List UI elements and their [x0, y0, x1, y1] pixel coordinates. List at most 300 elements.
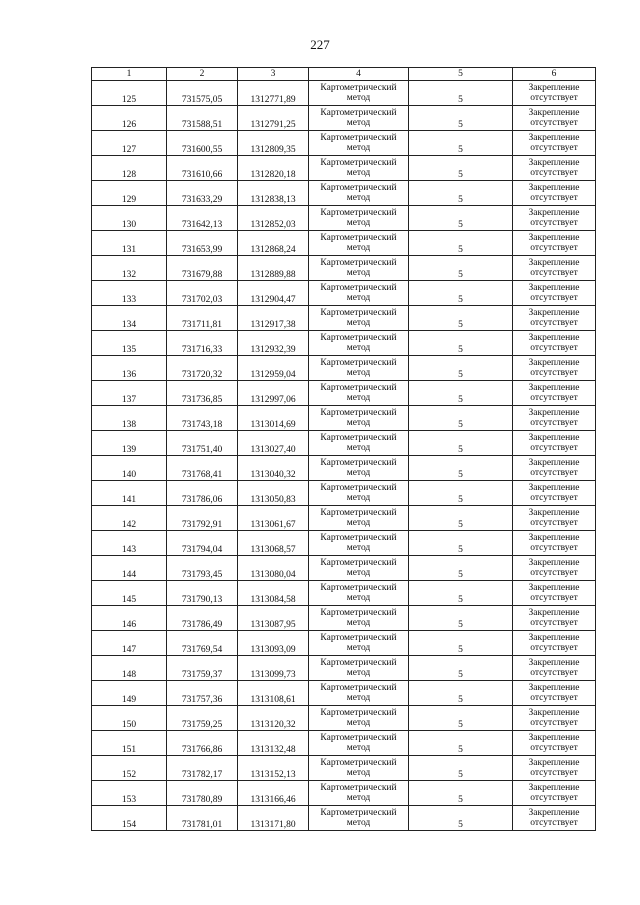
point-number: 139 — [92, 431, 167, 456]
table-row — [92, 356, 596, 381]
table-row — [92, 531, 596, 556]
fixation-line-2: отсутствует — [530, 243, 578, 253]
table-header-row — [92, 68, 596, 81]
method-line-1: Картометрический — [320, 558, 397, 568]
fixation-cell — [513, 331, 596, 356]
point-number: 135 — [92, 331, 167, 356]
fixation-line-1: Закрепление — [528, 133, 580, 143]
fixation-line-1: Закрепление — [528, 808, 580, 818]
table-row — [92, 606, 596, 631]
coordinate-y: 1312791,25 — [238, 106, 309, 131]
method-line-2: метод — [346, 493, 371, 503]
method-line-2: метод — [346, 768, 371, 778]
method-cell — [309, 156, 409, 181]
table-row — [92, 481, 596, 506]
coordinate-x: 731679,88 — [167, 256, 238, 281]
fixation-line-2: отсутствует — [530, 368, 578, 378]
accuracy-value: 5 — [409, 406, 513, 431]
fixation-cell — [513, 181, 596, 206]
table-row — [92, 81, 596, 106]
method-cell — [309, 431, 409, 456]
method-line-1: Картометрический — [320, 758, 397, 768]
method-line-1: Картометрический — [320, 733, 397, 743]
table-row — [92, 631, 596, 656]
method-line-1: Картометрический — [320, 258, 397, 268]
method-cell — [309, 631, 409, 656]
fixation-line-1: Закрепление — [528, 508, 580, 518]
accuracy-value: 5 — [409, 481, 513, 506]
fixation-line-2: отсутствует — [530, 593, 578, 603]
fixation-line-1: Закрепление — [528, 558, 580, 568]
point-number: 128 — [92, 156, 167, 181]
fixation-line-2: отсутствует — [530, 543, 578, 553]
point-number: 152 — [92, 756, 167, 781]
coordinate-x: 731743,18 — [167, 406, 238, 431]
column-header: 3 — [238, 68, 309, 81]
point-number: 129 — [92, 181, 167, 206]
fixation-cell — [513, 156, 596, 181]
fixation-line-2: отсутствует — [530, 318, 578, 328]
fixation-line-2: отсутствует — [530, 468, 578, 478]
coordinate-y: 1313027,40 — [238, 431, 309, 456]
accuracy-value: 5 — [409, 556, 513, 581]
point-number: 133 — [92, 281, 167, 306]
table-row — [92, 131, 596, 156]
fixation-line-1: Закрепление — [528, 433, 580, 443]
method-cell — [309, 181, 409, 206]
fixation-cell — [513, 381, 596, 406]
coordinate-y: 1312997,06 — [238, 381, 309, 406]
method-line-2: метод — [346, 168, 371, 178]
method-cell — [309, 256, 409, 281]
method-line-1: Картометрический — [320, 458, 397, 468]
method-line-1: Картометрический — [320, 633, 397, 643]
method-line-2: метод — [346, 243, 371, 253]
method-line-1: Картометрический — [320, 233, 397, 243]
method-cell — [309, 656, 409, 681]
coordinate-y: 1313068,57 — [238, 531, 309, 556]
method-line-2: метод — [346, 718, 371, 728]
fixation-line-2: отсутствует — [530, 293, 578, 303]
fixation-line-1: Закрепление — [528, 233, 580, 243]
accuracy-value: 5 — [409, 206, 513, 231]
table-row — [92, 381, 596, 406]
fixation-line-1: Закрепление — [528, 483, 580, 493]
coordinate-x: 731716,33 — [167, 331, 238, 356]
method-line-1: Картометрический — [320, 508, 397, 518]
point-number: 131 — [92, 231, 167, 256]
fixation-line-1: Закрепление — [528, 158, 580, 168]
fixation-cell — [513, 806, 596, 831]
coordinate-y: 1313099,73 — [238, 656, 309, 681]
accuracy-value: 5 — [409, 181, 513, 206]
table-row — [92, 406, 596, 431]
fixation-line-2: отсутствует — [530, 343, 578, 353]
fixation-line-1: Закрепление — [528, 683, 580, 693]
fixation-cell — [513, 256, 596, 281]
method-line-2: метод — [346, 593, 371, 603]
fixation-line-2: отсутствует — [530, 568, 578, 578]
column-header: 2 — [167, 68, 238, 81]
table-row — [92, 206, 596, 231]
method-cell — [309, 756, 409, 781]
fixation-line-2: отсутствует — [530, 268, 578, 278]
coordinate-y: 1313120,32 — [238, 706, 309, 731]
accuracy-value: 5 — [409, 131, 513, 156]
fixation-line-1: Закрепление — [528, 108, 580, 118]
table-row — [92, 156, 596, 181]
point-number: 125 — [92, 81, 167, 106]
method-line-2: метод — [346, 343, 371, 353]
accuracy-value: 5 — [409, 331, 513, 356]
method-line-2: метод — [346, 143, 371, 153]
fixation-cell — [513, 106, 596, 131]
method-line-1: Картометрический — [320, 158, 397, 168]
method-cell — [309, 106, 409, 131]
coordinate-y: 1312771,89 — [238, 81, 309, 106]
table-row — [92, 681, 596, 706]
coordinate-x: 731766,86 — [167, 731, 238, 756]
method-line-1: Картометрический — [320, 208, 397, 218]
fixation-line-1: Закрепление — [528, 633, 580, 643]
method-line-1: Картометрический — [320, 533, 397, 543]
fixation-line-2: отсутствует — [530, 818, 578, 828]
method-line-1: Картометрический — [320, 483, 397, 493]
coordinate-x: 731757,36 — [167, 681, 238, 706]
table-row — [92, 506, 596, 531]
accuracy-value: 5 — [409, 106, 513, 131]
point-number: 147 — [92, 631, 167, 656]
method-line-2: метод — [346, 518, 371, 528]
accuracy-value: 5 — [409, 256, 513, 281]
coordinate-x: 731720,32 — [167, 356, 238, 381]
fixation-line-1: Закрепление — [528, 208, 580, 218]
method-cell — [309, 331, 409, 356]
coordinate-x: 731780,89 — [167, 781, 238, 806]
fixation-cell — [513, 531, 596, 556]
fixation-line-1: Закрепление — [528, 383, 580, 393]
fixation-cell — [513, 231, 596, 256]
coordinate-y: 1312868,24 — [238, 231, 309, 256]
method-line-2: метод — [346, 393, 371, 403]
method-line-1: Картометрический — [320, 308, 397, 318]
fixation-line-1: Закрепление — [528, 258, 580, 268]
point-number: 126 — [92, 106, 167, 131]
method-cell — [309, 731, 409, 756]
table-body — [92, 81, 596, 831]
table-row — [92, 456, 596, 481]
coordinate-x: 731768,41 — [167, 456, 238, 481]
point-number: 145 — [92, 581, 167, 606]
fixation-line-1: Закрепление — [528, 533, 580, 543]
fixation-line-1: Закрепление — [528, 758, 580, 768]
fixation-line-1: Закрепление — [528, 408, 580, 418]
accuracy-value: 5 — [409, 756, 513, 781]
method-cell — [309, 231, 409, 256]
fixation-line-1: Закрепление — [528, 308, 580, 318]
point-number: 130 — [92, 206, 167, 231]
method-line-1: Картометрический — [320, 183, 397, 193]
fixation-line-2: отсутствует — [530, 793, 578, 803]
method-line-2: метод — [346, 568, 371, 578]
fixation-cell — [513, 431, 596, 456]
method-line-2: метод — [346, 418, 371, 428]
fixation-line-1: Закрепление — [528, 358, 580, 368]
page-number: 227 — [310, 37, 330, 52]
coordinate-y: 1313152,13 — [238, 756, 309, 781]
coordinate-y: 1313166,46 — [238, 781, 309, 806]
coordinate-x: 731792,91 — [167, 506, 238, 531]
point-number: 148 — [92, 656, 167, 681]
method-line-1: Картометрический — [320, 583, 397, 593]
coordinate-y: 1312959,04 — [238, 356, 309, 381]
coordinate-x: 731781,01 — [167, 806, 238, 831]
method-line-2: метод — [346, 643, 371, 653]
method-line-1: Картометрический — [320, 333, 397, 343]
coordinate-y: 1313061,67 — [238, 506, 309, 531]
method-line-2: метод — [346, 268, 371, 278]
accuracy-value: 5 — [409, 306, 513, 331]
fixation-cell — [513, 356, 596, 381]
coordinate-x: 731575,05 — [167, 81, 238, 106]
method-line-1: Картометрический — [320, 783, 397, 793]
accuracy-value: 5 — [409, 81, 513, 106]
accuracy-value: 5 — [409, 681, 513, 706]
coordinate-x: 731751,40 — [167, 431, 238, 456]
coordinate-y: 1312904,47 — [238, 281, 309, 306]
fixation-line-2: отсутствует — [530, 643, 578, 653]
point-number: 138 — [92, 406, 167, 431]
point-number: 154 — [92, 806, 167, 831]
coordinate-x: 731702,03 — [167, 281, 238, 306]
coordinate-x: 731610,66 — [167, 156, 238, 181]
fixation-cell — [513, 506, 596, 531]
method-line-1: Картометрический — [320, 283, 397, 293]
method-line-1: Картометрический — [320, 108, 397, 118]
fixation-line-2: отсутствует — [530, 218, 578, 228]
fixation-line-1: Закрепление — [528, 783, 580, 793]
fixation-line-1: Закрепление — [528, 658, 580, 668]
accuracy-value: 5 — [409, 506, 513, 531]
coordinate-x: 731653,99 — [167, 231, 238, 256]
method-cell — [309, 306, 409, 331]
method-cell — [309, 481, 409, 506]
point-number: 151 — [92, 731, 167, 756]
method-line-2: метод — [346, 368, 371, 378]
method-cell — [309, 281, 409, 306]
point-number: 134 — [92, 306, 167, 331]
table-row — [92, 706, 596, 731]
coordinate-y: 1313171,80 — [238, 806, 309, 831]
method-cell — [309, 506, 409, 531]
accuracy-value: 5 — [409, 356, 513, 381]
fixation-line-2: отсутствует — [530, 93, 578, 103]
coordinate-y: 1313080,04 — [238, 556, 309, 581]
method-cell — [309, 356, 409, 381]
table-row — [92, 306, 596, 331]
accuracy-value: 5 — [409, 431, 513, 456]
method-cell — [309, 681, 409, 706]
coordinate-y: 1313108,61 — [238, 681, 309, 706]
coordinate-x: 731736,85 — [167, 381, 238, 406]
coordinate-x: 731600,55 — [167, 131, 238, 156]
accuracy-value: 5 — [409, 781, 513, 806]
method-line-1: Картометрический — [320, 683, 397, 693]
fixation-cell — [513, 406, 596, 431]
method-line-2: метод — [346, 543, 371, 553]
fixation-cell — [513, 306, 596, 331]
fixation-line-2: отсутствует — [530, 768, 578, 778]
point-number: 127 — [92, 131, 167, 156]
fixation-line-2: отсутствует — [530, 418, 578, 428]
method-line-2: метод — [346, 618, 371, 628]
method-cell — [309, 581, 409, 606]
fixation-line-2: отсутствует — [530, 493, 578, 503]
method-line-2: метод — [346, 468, 371, 478]
method-line-1: Картометрический — [320, 608, 397, 618]
coordinate-y: 1312932,39 — [238, 331, 309, 356]
coordinate-x: 731711,81 — [167, 306, 238, 331]
method-line-2: метод — [346, 293, 371, 303]
method-line-2: метод — [346, 93, 371, 103]
table-row — [92, 581, 596, 606]
fixation-line-2: отсутствует — [530, 193, 578, 203]
method-line-2: метод — [346, 668, 371, 678]
coordinate-y: 1312852,03 — [238, 206, 309, 231]
fixation-line-2: отсутствует — [530, 718, 578, 728]
fixation-cell — [513, 556, 596, 581]
fixation-line-2: отсутствует — [530, 668, 578, 678]
method-line-2: метод — [346, 443, 371, 453]
fixation-cell — [513, 206, 596, 231]
method-line-1: Картометрический — [320, 358, 397, 368]
fixation-line-2: отсутствует — [530, 693, 578, 703]
fixation-line-2: отсутствует — [530, 618, 578, 628]
coordinate-y: 1312809,35 — [238, 131, 309, 156]
accuracy-value: 5 — [409, 456, 513, 481]
coordinate-x: 731759,25 — [167, 706, 238, 731]
method-cell — [309, 81, 409, 106]
fixation-cell — [513, 581, 596, 606]
fixation-cell — [513, 481, 596, 506]
coordinate-y: 1313014,69 — [238, 406, 309, 431]
method-line-1: Картометрический — [320, 133, 397, 143]
table-row — [92, 331, 596, 356]
method-cell — [309, 206, 409, 231]
coordinate-x: 731759,37 — [167, 656, 238, 681]
fixation-cell — [513, 131, 596, 156]
table-row — [92, 556, 596, 581]
fixation-line-1: Закрепление — [528, 333, 580, 343]
method-line-2: метод — [346, 743, 371, 753]
accuracy-value: 5 — [409, 706, 513, 731]
coordinate-x: 731786,49 — [167, 606, 238, 631]
point-number: 140 — [92, 456, 167, 481]
coordinate-x: 731642,13 — [167, 206, 238, 231]
fixation-cell — [513, 456, 596, 481]
accuracy-value: 5 — [409, 531, 513, 556]
fixation-cell — [513, 781, 596, 806]
method-cell — [309, 706, 409, 731]
accuracy-value: 5 — [409, 656, 513, 681]
table-row — [92, 781, 596, 806]
fixation-line-1: Закрепление — [528, 83, 580, 93]
method-line-1: Картометрический — [320, 808, 397, 818]
accuracy-value: 5 — [409, 281, 513, 306]
column-header: 5 — [409, 68, 513, 81]
method-line-1: Картометрический — [320, 383, 397, 393]
method-cell — [309, 131, 409, 156]
coordinates-table — [91, 67, 596, 831]
coordinate-x: 731786,06 — [167, 481, 238, 506]
fixation-line-1: Закрепление — [528, 183, 580, 193]
table-row — [92, 256, 596, 281]
method-line-2: метод — [346, 818, 371, 828]
accuracy-value: 5 — [409, 381, 513, 406]
accuracy-value: 5 — [409, 231, 513, 256]
coordinate-y: 1312838,13 — [238, 181, 309, 206]
fixation-cell — [513, 631, 596, 656]
fixation-line-2: отсутствует — [530, 443, 578, 453]
method-cell — [309, 606, 409, 631]
table-row — [92, 806, 596, 831]
table-row — [92, 656, 596, 681]
coordinate-x: 731794,04 — [167, 531, 238, 556]
fixation-cell — [513, 706, 596, 731]
accuracy-value: 5 — [409, 806, 513, 831]
fixation-cell — [513, 681, 596, 706]
coordinate-y: 1313132,48 — [238, 731, 309, 756]
fixation-cell — [513, 656, 596, 681]
table-row — [92, 106, 596, 131]
coordinate-x: 731782,17 — [167, 756, 238, 781]
table-row — [92, 431, 596, 456]
coordinate-y: 1313084,58 — [238, 581, 309, 606]
column-header: 4 — [309, 68, 409, 81]
fixation-line-1: Закрепление — [528, 708, 580, 718]
coordinate-y: 1313050,83 — [238, 481, 309, 506]
accuracy-value: 5 — [409, 731, 513, 756]
fixation-cell — [513, 731, 596, 756]
coordinate-y: 1312917,38 — [238, 306, 309, 331]
accuracy-value: 5 — [409, 156, 513, 181]
point-number: 153 — [92, 781, 167, 806]
coordinate-y: 1313093,09 — [238, 631, 309, 656]
method-cell — [309, 531, 409, 556]
table-row — [92, 231, 596, 256]
method-line-1: Картометрический — [320, 408, 397, 418]
fixation-line-2: отсутствует — [530, 743, 578, 753]
method-line-2: метод — [346, 218, 371, 228]
accuracy-value: 5 — [409, 581, 513, 606]
point-number: 136 — [92, 356, 167, 381]
coordinate-x: 731633,29 — [167, 181, 238, 206]
table-row — [92, 181, 596, 206]
coordinate-y: 1313040,32 — [238, 456, 309, 481]
method-line-1: Картометрический — [320, 83, 397, 93]
method-line-2: метод — [346, 118, 371, 128]
method-line-2: метод — [346, 193, 371, 203]
coordinate-x: 731769,54 — [167, 631, 238, 656]
fixation-line-1: Закрепление — [528, 458, 580, 468]
fixation-cell — [513, 606, 596, 631]
method-cell — [309, 406, 409, 431]
point-number: 132 — [92, 256, 167, 281]
point-number: 149 — [92, 681, 167, 706]
fixation-line-2: отсутствует — [530, 518, 578, 528]
method-line-2: метод — [346, 318, 371, 328]
method-line-2: метод — [346, 793, 371, 803]
